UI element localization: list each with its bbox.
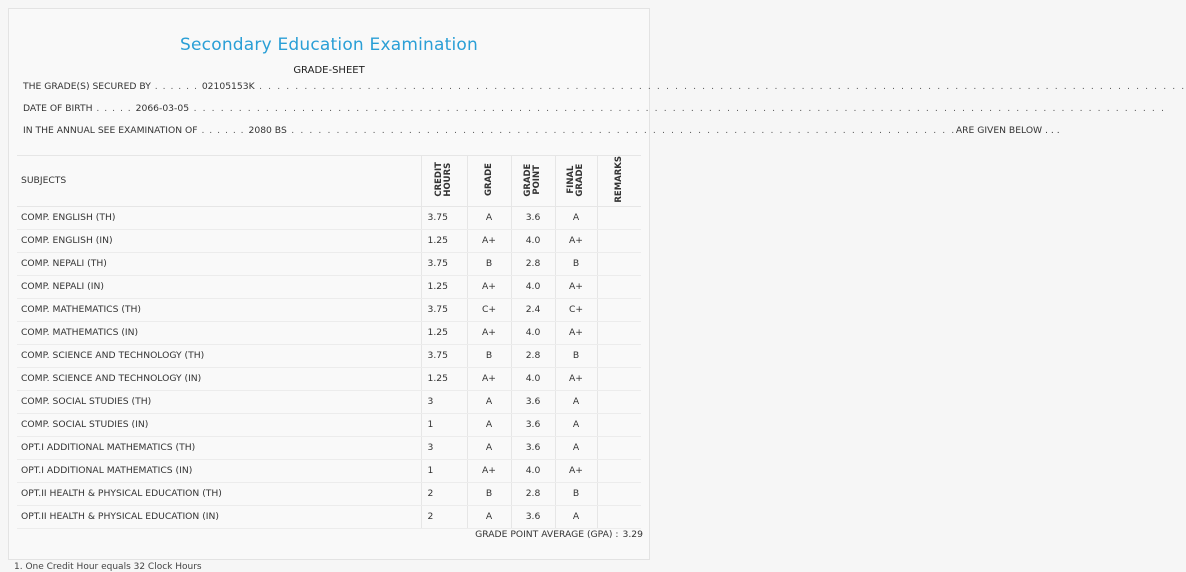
- remarks-cell: [597, 344, 641, 367]
- dob-value: 2066-03-05: [135, 103, 190, 114]
- credit-hours-cell: 1.25: [421, 321, 467, 344]
- remarks-cell: [597, 321, 641, 344]
- grade-cell: B: [467, 482, 511, 505]
- table-row: [17, 505, 641, 528]
- credit-hours-cell: 1.25: [421, 367, 467, 390]
- exam-label: IN THE ANNUAL SEE EXAMINATION OF: [23, 125, 198, 136]
- grade-point-cell: 2.8: [511, 482, 555, 505]
- remarks-cell: [597, 436, 641, 459]
- credit-hours-cell: 3: [421, 436, 467, 459]
- header-subjects: SUBJECTS: [17, 156, 421, 207]
- credit-hours-cell: 3.75: [421, 298, 467, 321]
- grade-cell: A: [467, 413, 511, 436]
- final-grade-cell: A+: [555, 275, 597, 298]
- table-row: [17, 298, 641, 321]
- grade-cell: A+: [467, 275, 511, 298]
- remarks-cell: [597, 482, 641, 505]
- dob-label: DATE OF BIRTH: [23, 103, 93, 114]
- subject-cell: OPT.I ADDITIONAL MATHEMATICS (IN): [17, 459, 421, 482]
- remarks-cell: [597, 252, 641, 275]
- subject-cell: COMP. ENGLISH (IN): [17, 229, 421, 252]
- credit-hours-cell: 1.25: [421, 229, 467, 252]
- subject-cell: COMP. NEPALI (IN): [17, 275, 421, 298]
- header-grade: GRADE: [467, 156, 511, 207]
- table-row: [17, 206, 641, 229]
- grade-point-cell: 3.6: [511, 413, 555, 436]
- remarks-cell: [597, 459, 641, 482]
- grade-cell: A: [467, 206, 511, 229]
- exam-tail: ARE GIVEN BELOW . . .: [955, 125, 1060, 136]
- credit-hours-cell: 1: [421, 413, 467, 436]
- credit-hours-cell: 2: [421, 482, 467, 505]
- subject-cell: COMP. SOCIAL STUDIES (TH): [17, 390, 421, 413]
- table-row: [17, 321, 641, 344]
- header-final-grade: FINAL GRADE: [555, 156, 597, 207]
- subject-cell: OPT.I ADDITIONAL MATHEMATICS (TH): [17, 436, 421, 459]
- gpa-summary: [475, 529, 643, 540]
- credit-hours-cell: 3.75: [421, 206, 467, 229]
- subject-cell: COMP. SCIENCE AND TECHNOLOGY (IN): [17, 367, 421, 390]
- final-grade-cell: A: [555, 206, 597, 229]
- credit-hours-cell: 1: [421, 459, 467, 482]
- remarks-cell: [597, 206, 641, 229]
- gpa-label: GRADE POINT AVERAGE (GPA) :: [475, 529, 619, 540]
- table-header-row: [17, 156, 641, 207]
- header-credit-hours: CREDIT HOURS: [421, 156, 467, 207]
- final-grade-cell: B: [555, 482, 597, 505]
- remarks-cell: [597, 298, 641, 321]
- credit-hours-cell: 1.25: [421, 275, 467, 298]
- final-grade-cell: A: [555, 390, 597, 413]
- table-row: [17, 344, 641, 367]
- grade-point-cell: 3.6: [511, 505, 555, 528]
- grade-cell: A: [467, 436, 511, 459]
- table-row: [17, 436, 641, 459]
- subject-cell: COMP. MATHEMATICS (TH): [17, 298, 421, 321]
- subject-cell: COMP. NEPALI (TH): [17, 252, 421, 275]
- remarks-cell: [597, 367, 641, 390]
- exam-line: IN THE ANNUAL SEE EXAMINATION OF . . . . . . 2080 BS . . . . . . . . . . . . . . . . . . . . . . . . . . . . . . . . . . . . . . . . . . . . . . . . . . . . . . . . . . . . . . . . . . . . . . . . . . ARE GIVEN BELOW . . .: [23, 125, 1060, 136]
- final-grade-cell: A+: [555, 459, 597, 482]
- credit-hours-cell: 2: [421, 505, 467, 528]
- final-grade-cell: A+: [555, 229, 597, 252]
- grade-secured-line: THE GRADE(S) SECURED BY . . . . . . 02105153K . . . . . . . . . . . . . . . . . . . . . . . . . . . . . . . . . . . . . . . . . . . . . . . . . . . . . . . . . . . . . . . . . . . . . . . . . . . . . . . . . . . . . . . . . . . . . . . . . . . . . . .: [23, 81, 1186, 92]
- symbol-number: 02105153K: [201, 81, 255, 92]
- final-grade-cell: A: [555, 505, 597, 528]
- grade-point-cell: 3.6: [511, 390, 555, 413]
- table-row: [17, 275, 641, 298]
- subject-cell: OPT.II HEALTH & PHYSICAL EDUCATION (IN): [17, 505, 421, 528]
- credit-hours-cell: 3.75: [421, 344, 467, 367]
- grade-point-cell: 4.0: [511, 459, 555, 482]
- table-row: [17, 413, 641, 436]
- grade-cell: B: [467, 344, 511, 367]
- grade-cell: C+: [467, 298, 511, 321]
- grade-secured-label: THE GRADE(S) SECURED BY: [23, 81, 151, 92]
- subject-cell: OPT.II HEALTH & PHYSICAL EDUCATION (TH): [17, 482, 421, 505]
- table-row: [17, 252, 641, 275]
- credit-hours-cell: 3.75: [421, 252, 467, 275]
- grade-sheet: [8, 8, 1186, 560]
- final-grade-cell: A: [555, 436, 597, 459]
- final-grade-cell: B: [555, 252, 597, 275]
- grade-point-cell: 4.0: [511, 367, 555, 390]
- grade-point-cell: 3.6: [511, 436, 555, 459]
- subject-cell: COMP. SOCIAL STUDIES (IN): [17, 413, 421, 436]
- final-grade-cell: C+: [555, 298, 597, 321]
- remarks-cell: [597, 505, 641, 528]
- grade-point-cell: 2.8: [511, 252, 555, 275]
- page-subtitle: GRADE-SHEET: [293, 65, 365, 76]
- subject-cell: COMP. SCIENCE AND TECHNOLOGY (TH): [17, 344, 421, 367]
- grade-cell: A+: [467, 367, 511, 390]
- exam-year: 2080 BS: [248, 125, 287, 136]
- credit-hours-cell: 3: [421, 390, 467, 413]
- subject-cell: COMP. MATHEMATICS (IN): [17, 321, 421, 344]
- remarks-cell: [597, 229, 641, 252]
- table-row: [17, 390, 641, 413]
- table-row: [17, 482, 641, 505]
- page-title: Secondary Education Examination: [180, 35, 478, 55]
- grade-cell: B: [467, 252, 511, 275]
- grade-cell: A+: [467, 229, 511, 252]
- dob-line: DATE OF BIRTH . . . . . 2066-03-05 . . . . . . . . . . . . . . . . . . . . . . . . . . . . . . . . . . . . . . . . . . . . . . . . . . . . . . . . . . . . . . . . . . . . . . . . . . . . . . . . . . . . . . . . . . . . . . . . . . . . . . . . . . . .: [23, 103, 1166, 114]
- grades-table: [17, 155, 641, 529]
- grade-point-cell: 3.6: [511, 206, 555, 229]
- grade-cell: A+: [467, 459, 511, 482]
- final-grade-cell: A: [555, 413, 597, 436]
- footer-note: 1. One Credit Hour equals 32 Clock Hours: [14, 562, 202, 572]
- remarks-cell: [597, 275, 641, 298]
- final-grade-cell: A+: [555, 321, 597, 344]
- final-grade-cell: A+: [555, 367, 597, 390]
- grade-cell: A+: [467, 321, 511, 344]
- remarks-cell: [597, 413, 641, 436]
- grade-point-cell: 2.4: [511, 298, 555, 321]
- grade-cell: A: [467, 390, 511, 413]
- grade-point-cell: 2.8: [511, 344, 555, 367]
- grade-cell: A: [467, 505, 511, 528]
- final-grade-cell: B: [555, 344, 597, 367]
- header-remarks: REMARKS: [597, 156, 641, 207]
- subject-cell: COMP. ENGLISH (TH): [17, 206, 421, 229]
- gpa-value: 3.29: [622, 529, 643, 540]
- grade-point-cell: 4.0: [511, 321, 555, 344]
- header-grade-point: GRADE POINT: [511, 156, 555, 207]
- remarks-cell: [597, 390, 641, 413]
- grade-point-cell: 4.0: [511, 275, 555, 298]
- table-row: [17, 367, 641, 390]
- table-row: [17, 229, 641, 252]
- grade-point-cell: 4.0: [511, 229, 555, 252]
- table-row: [17, 459, 641, 482]
